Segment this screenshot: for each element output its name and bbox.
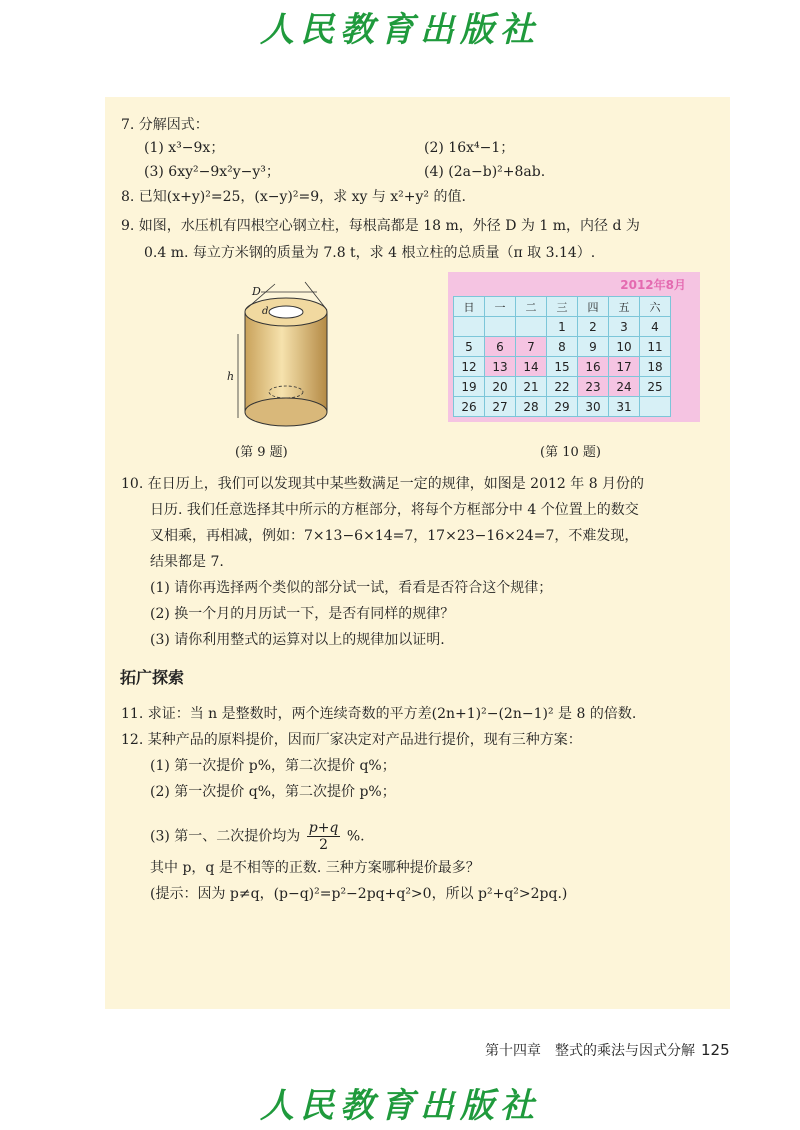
fraction-denominator: 2 bbox=[319, 837, 329, 853]
calendar-day: 31 bbox=[609, 397, 640, 417]
problem-12-line-1: 12. 某种产品的原料提价，因而厂家决定对产品进行提价，现有三种方案： bbox=[121, 732, 582, 748]
figure-10-caption: (第 10 题) bbox=[540, 445, 601, 460]
calendar-day: 12 bbox=[454, 357, 485, 377]
calendar-day: 30 bbox=[578, 397, 609, 417]
calendar-day: 13 bbox=[485, 357, 516, 377]
percent-sign: %. bbox=[346, 828, 365, 845]
problem-7-title: 7. 分解因式： bbox=[121, 117, 209, 133]
calendar-header: 一 bbox=[485, 297, 516, 317]
calendar-header: 四 bbox=[578, 297, 609, 317]
calendar-day: 17 bbox=[609, 357, 640, 377]
chapter-title: 第十四章 整式的乘法与因式分解 bbox=[485, 1043, 695, 1059]
problem-10-line-2: 日历. 我们任意选择其中所示的方框部分，将每个方框部分中 4 个位置上的数交 bbox=[150, 502, 639, 518]
calendar-day: 26 bbox=[454, 397, 485, 417]
problem-10-line-1: 10. 在日历上，我们可以发现其中某些数满足一定的规律，如图是 2012 年 8 月份的 bbox=[121, 476, 645, 492]
problem-11: 11. 求证：当 n 是整数时，两个连续奇数的平方差(2n+1)²−(2n−1)² 是 8 的倍数. bbox=[121, 706, 637, 722]
problem-12-part-3-text: (3) 第一、二次提价均为 bbox=[150, 828, 301, 845]
publisher-logo-top: 人民教育出版社 bbox=[260, 10, 540, 50]
calendar-title: 2012年8月 bbox=[620, 278, 686, 292]
calendar-day: 25 bbox=[640, 377, 671, 397]
calendar-day: 6 bbox=[485, 337, 516, 357]
calendar-day: 24 bbox=[609, 377, 640, 397]
publisher-logo-bottom: 人民教育出版社 bbox=[260, 1086, 540, 1126]
calendar-header: 日 bbox=[454, 297, 485, 317]
calendar-day: 3 bbox=[609, 317, 640, 337]
calendar-day bbox=[640, 397, 671, 417]
calendar-header: 二 bbox=[516, 297, 547, 317]
fraction bbox=[307, 820, 341, 853]
calendar-day: 7 bbox=[516, 337, 547, 357]
calendar-day: 18 bbox=[640, 357, 671, 377]
problem-12-part-3 bbox=[150, 820, 365, 853]
calendar-day: 19 bbox=[454, 377, 485, 397]
calendar-day: 20 bbox=[485, 377, 516, 397]
problem-10-line-4: 结果都是 7. bbox=[150, 554, 224, 570]
calendar-day: 28 bbox=[516, 397, 547, 417]
calendar-day: 27 bbox=[485, 397, 516, 417]
calendar-day: 14 bbox=[516, 357, 547, 377]
calendar-day: 4 bbox=[640, 317, 671, 337]
calendar-day: 2 bbox=[578, 317, 609, 337]
calendar-day bbox=[485, 317, 516, 337]
label-D: D bbox=[252, 285, 261, 298]
problem-8: 8. 已知(x+y)²=25，(x−y)²=9，求 xy 与 x²+y² 的值. bbox=[121, 189, 466, 205]
problem-10-part-2: (2) 换一个月的月历试一下，是否有同样的规律？ bbox=[150, 606, 455, 622]
calendar-day: 8 bbox=[547, 337, 578, 357]
problem-10-line-3: 叉相乘，再相减，例如：7×13−6×14=7，17×23−16×24=7，不难发现， bbox=[150, 528, 639, 544]
problem-9-line-1: 9. 如图，水压机有四根空心钢立柱，每根高都是 18 m，外径 D 为 1 m，内径 d 为 bbox=[121, 218, 640, 234]
calendar-header: 六 bbox=[640, 297, 671, 317]
calendar-day: 21 bbox=[516, 377, 547, 397]
calendar-grid bbox=[453, 296, 671, 417]
calendar-day: 23 bbox=[578, 377, 609, 397]
problem-7-part-2: (2) 16x⁴−1； bbox=[424, 140, 515, 156]
pillar-figure bbox=[205, 272, 335, 432]
calendar-august-2012 bbox=[448, 272, 700, 422]
page-number: 125 bbox=[701, 1041, 730, 1059]
label-d: d bbox=[262, 306, 269, 317]
problem-7-part-3: (3) 6xy²−9x²y−y³； bbox=[144, 164, 280, 180]
calendar-day: 9 bbox=[578, 337, 609, 357]
calendar-day: 11 bbox=[640, 337, 671, 357]
problem-12-line-2: 其中 p，q 是不相等的正数. 三种方案哪种提价最多？ bbox=[150, 860, 480, 876]
calendar-day: 15 bbox=[547, 357, 578, 377]
calendar-day: 5 bbox=[454, 337, 485, 357]
calendar-day: 16 bbox=[578, 357, 609, 377]
label-h: h bbox=[227, 370, 235, 383]
problem-10-part-3: (3) 请你利用整式的运算对以上的规律加以证明. bbox=[150, 632, 445, 648]
figure-9-caption: (第 9 题) bbox=[235, 445, 288, 460]
fraction-numerator: p+q bbox=[308, 820, 339, 836]
calendar-header: 三 bbox=[547, 297, 578, 317]
calendar-header: 五 bbox=[609, 297, 640, 317]
section-heading: 拓广探索 bbox=[120, 668, 185, 687]
problem-9-line-2: 0.4 m. 每立方米钢的质量为 7.8 t，求 4 根立柱的总质量（π 取 3.14）. bbox=[144, 245, 596, 261]
problem-12-part-2: (2) 第一次提价 q%，第二次提价 p%； bbox=[150, 784, 396, 800]
calendar-day: 29 bbox=[547, 397, 578, 417]
page-footer bbox=[485, 1040, 730, 1060]
calendar-day: 10 bbox=[609, 337, 640, 357]
problem-10-part-1: (1) 请你再选择两个类似的部分试一试，看看是否符合这个规律； bbox=[150, 580, 553, 596]
problem-12-hint: (提示：因为 p≠q，(p−q)²=p²−2pq+q²>0，所以 p²+q²>2pq.) bbox=[150, 886, 568, 902]
calendar-day: 22 bbox=[547, 377, 578, 397]
problem-7-part-1: (1) x³−9x； bbox=[144, 140, 225, 156]
calendar-day bbox=[516, 317, 547, 337]
calendar-day bbox=[454, 317, 485, 337]
calendar-day: 1 bbox=[547, 317, 578, 337]
problem-12-part-1: (1) 第一次提价 p%，第二次提价 q%； bbox=[150, 758, 396, 774]
problem-7-part-4: (4) (2a−b)²+8ab. bbox=[424, 164, 546, 180]
